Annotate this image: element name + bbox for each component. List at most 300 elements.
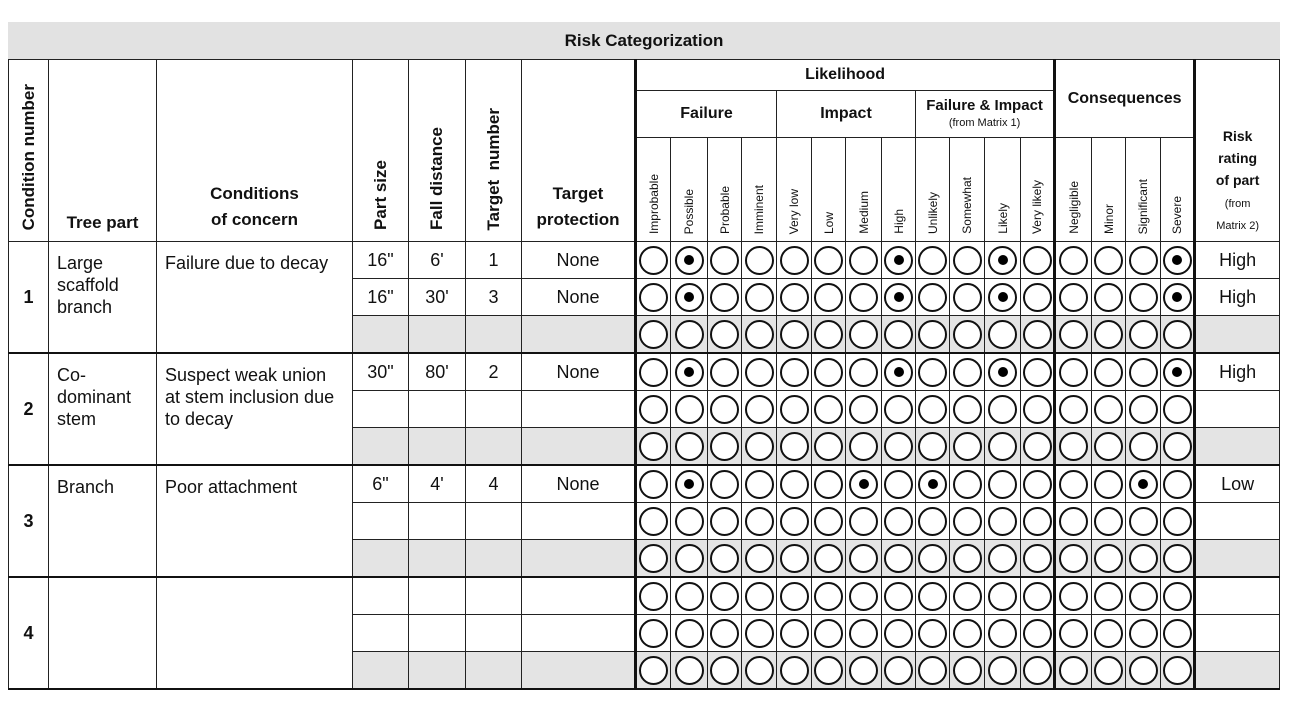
target-number-cell[interactable] (466, 652, 522, 690)
radio-circle[interactable] (1023, 320, 1052, 349)
radio-circle[interactable] (918, 507, 947, 536)
target-protection-cell[interactable] (522, 615, 636, 652)
radio-circle[interactable] (849, 283, 878, 312)
radio-circle[interactable] (953, 395, 982, 424)
radio-circle[interactable] (1059, 395, 1088, 424)
radio-circle[interactable] (849, 246, 878, 275)
part-size-cell[interactable]: 30" (353, 353, 409, 391)
radio-circle[interactable] (953, 283, 982, 312)
radio-circle[interactable] (1059, 470, 1088, 499)
radio-circle[interactable] (1023, 395, 1052, 424)
radio-circle[interactable] (745, 582, 774, 611)
radio-circle[interactable] (1094, 432, 1123, 461)
radio-circle[interactable] (1129, 358, 1158, 387)
part-size-cell[interactable]: 6" (353, 465, 409, 503)
radio-circle[interactable] (918, 246, 947, 275)
radio-circle[interactable] (988, 656, 1017, 685)
impact-option-cell (882, 577, 916, 615)
radio-circle[interactable] (710, 432, 739, 461)
radio-circle[interactable] (814, 507, 843, 536)
radio-circle[interactable] (745, 507, 774, 536)
radio-circle[interactable] (953, 320, 982, 349)
radio-circle[interactable] (1023, 544, 1052, 573)
radio-circle[interactable] (953, 507, 982, 536)
radio-circle[interactable] (953, 470, 982, 499)
impact-option-cell (846, 540, 882, 578)
radio-circle[interactable] (1163, 432, 1192, 461)
target-number-cell[interactable]: 4 (466, 465, 522, 503)
selected-radio-circle[interactable] (918, 470, 947, 499)
risk-rating-cell[interactable] (1195, 503, 1280, 540)
radio-circle[interactable] (780, 432, 809, 461)
radio-circle[interactable] (1059, 582, 1088, 611)
consequence-option-cell (1055, 279, 1092, 316)
radio-circle[interactable] (849, 582, 878, 611)
radio-circle[interactable] (675, 544, 704, 573)
radio-circle[interactable] (884, 432, 913, 461)
radio-circle[interactable] (988, 320, 1017, 349)
consequence-option-cell (1055, 503, 1092, 540)
consequence-option-cell (1126, 391, 1161, 428)
radio-circle[interactable] (814, 544, 843, 573)
radio-circle[interactable] (639, 470, 668, 499)
radio-circle[interactable] (918, 320, 947, 349)
failure-option-cell (708, 353, 742, 391)
radio-circle[interactable] (1129, 507, 1158, 536)
selected-radio-circle[interactable] (849, 470, 878, 499)
radio-circle[interactable] (1163, 582, 1192, 611)
failure-option-cell (708, 316, 742, 354)
fi-option-cell (1021, 615, 1055, 652)
radio-circle[interactable] (780, 470, 809, 499)
consequence-option-cell (1092, 353, 1126, 391)
header-consequences: Consequences (1055, 60, 1195, 138)
radio-circle[interactable] (639, 395, 668, 424)
fall-distance-cell[interactable]: 30' (409, 279, 466, 316)
radio-circle[interactable] (710, 246, 739, 275)
radio-circle[interactable] (918, 544, 947, 573)
radio-circle[interactable] (780, 246, 809, 275)
radio-circle[interactable] (780, 507, 809, 536)
radio-circle[interactable] (814, 470, 843, 499)
target-protection-cell[interactable] (522, 428, 636, 466)
selected-radio-circle[interactable] (1163, 283, 1192, 312)
impact-option-cell (777, 615, 812, 652)
radio-circle[interactable] (710, 470, 739, 499)
risk-rating-cell[interactable] (1195, 540, 1280, 578)
fall-distance-cell[interactable]: 4' (409, 465, 466, 503)
fall-distance-cell[interactable] (409, 577, 466, 615)
target-protection-cell[interactable] (522, 316, 636, 354)
radio-circle[interactable] (639, 246, 668, 275)
part-size-cell[interactable]: 16" (353, 242, 409, 279)
failure-option-cell (671, 353, 708, 391)
radio-circle[interactable] (675, 619, 704, 648)
selected-radio-circle[interactable] (675, 358, 704, 387)
risk-rating-cell[interactable] (1195, 428, 1280, 466)
radio-circle[interactable] (1129, 432, 1158, 461)
fall-distance-cell[interactable] (409, 652, 466, 690)
consequence-option-cell (1161, 503, 1195, 540)
radio-circle[interactable] (1163, 656, 1192, 685)
radio-circle[interactable] (988, 619, 1017, 648)
radio-circle[interactable] (675, 432, 704, 461)
failure-option-cell (636, 652, 671, 690)
radio-circle[interactable] (814, 395, 843, 424)
header-part-size: Part size (353, 60, 409, 242)
radio-circle[interactable] (675, 507, 704, 536)
consequence-option-cell (1161, 391, 1195, 428)
part-size-cell[interactable] (353, 577, 409, 615)
radio-circle[interactable] (639, 283, 668, 312)
radio-circle[interactable] (675, 582, 704, 611)
radio-circle[interactable] (884, 395, 913, 424)
radio-circle[interactable] (1129, 544, 1158, 573)
radio-circle[interactable] (1023, 582, 1052, 611)
radio-circle[interactable] (1163, 544, 1192, 573)
consequence-option-cell (1092, 279, 1126, 316)
impact-option-cell (882, 615, 916, 652)
radio-circle[interactable] (953, 656, 982, 685)
radio-circle[interactable] (988, 395, 1017, 424)
radio-circle[interactable] (988, 470, 1017, 499)
radio-circle[interactable] (675, 395, 704, 424)
failure-option-cell (636, 353, 671, 391)
header-consequence-col: Negligible (1055, 138, 1092, 242)
radio-circle[interactable] (1129, 320, 1158, 349)
target-protection-cell[interactable] (522, 577, 636, 615)
radio-circle[interactable] (1023, 432, 1052, 461)
selected-radio-circle[interactable] (1163, 358, 1192, 387)
radio-circle[interactable] (884, 470, 913, 499)
radio-circle[interactable] (639, 544, 668, 573)
target-number-cell[interactable] (466, 577, 522, 615)
radio-circle[interactable] (1094, 246, 1123, 275)
target-protection-cell[interactable] (522, 540, 636, 578)
radio-circle[interactable] (1163, 395, 1192, 424)
radio-circle[interactable] (988, 544, 1017, 573)
radio-circle[interactable] (884, 507, 913, 536)
radio-circle[interactable] (849, 320, 878, 349)
radio-circle[interactable] (1059, 432, 1088, 461)
radio-circle[interactable] (1059, 544, 1088, 573)
radio-circle[interactable] (884, 320, 913, 349)
radio-circle[interactable] (988, 582, 1017, 611)
consequence-option-cell (1092, 577, 1126, 615)
target-number-cell[interactable] (466, 316, 522, 354)
radio-circle[interactable] (1059, 656, 1088, 685)
radio-circle[interactable] (1023, 246, 1052, 275)
radio-circle[interactable] (953, 246, 982, 275)
radio-circle[interactable] (780, 544, 809, 573)
radio-circle[interactable] (918, 619, 947, 648)
consequence-option-cell (1126, 465, 1161, 503)
fall-distance-cell[interactable]: 80' (409, 353, 466, 391)
radio-circle[interactable] (849, 656, 878, 685)
risk-rating-cell[interactable]: Low (1195, 465, 1280, 503)
radio-circle[interactable] (639, 507, 668, 536)
radio-circle[interactable] (918, 395, 947, 424)
radio-circle[interactable] (814, 246, 843, 275)
part-size-cell[interactable] (353, 652, 409, 690)
radio-circle[interactable] (639, 619, 668, 648)
selected-radio-circle[interactable] (884, 246, 913, 275)
radio-circle[interactable] (639, 582, 668, 611)
radio-circle[interactable] (1059, 246, 1088, 275)
fi-option-cell (985, 540, 1021, 578)
radio-circle[interactable] (953, 544, 982, 573)
selected-radio-circle[interactable] (1163, 246, 1192, 275)
radio-circle[interactable] (1094, 656, 1123, 685)
target-protection-cell[interactable]: None (522, 353, 636, 391)
radio-circle[interactable] (1129, 246, 1158, 275)
radio-circle[interactable] (675, 656, 704, 685)
target-number-cell[interactable]: 1 (466, 242, 522, 279)
fall-distance-cell[interactable] (409, 316, 466, 354)
radio-circle[interactable] (1023, 283, 1052, 312)
radio-circle[interactable] (849, 432, 878, 461)
radio-circle[interactable] (745, 358, 774, 387)
radio-circle[interactable] (639, 320, 668, 349)
risk-rating-cell[interactable]: High (1195, 279, 1280, 316)
radio-circle[interactable] (710, 544, 739, 573)
impact-option-cell (846, 615, 882, 652)
target-protection-cell[interactable] (522, 503, 636, 540)
fi-option-cell (950, 465, 985, 503)
radio-circle[interactable] (710, 656, 739, 685)
radio-circle[interactable] (814, 358, 843, 387)
radio-circle[interactable] (1059, 358, 1088, 387)
radio-circle[interactable] (849, 619, 878, 648)
failure-option-cell (636, 316, 671, 354)
radio-circle[interactable] (1023, 470, 1052, 499)
radio-circle[interactable] (780, 395, 809, 424)
selected-radio-circle[interactable] (1129, 470, 1158, 499)
fi-option-cell (985, 428, 1021, 466)
radio-circle[interactable] (1023, 358, 1052, 387)
radio-circle[interactable] (1059, 320, 1088, 349)
radio-circle[interactable] (1094, 470, 1123, 499)
fall-distance-cell[interactable] (409, 391, 466, 428)
risk-rating-cell[interactable] (1195, 615, 1280, 652)
radio-circle[interactable] (1094, 358, 1123, 387)
risk-rating-cell[interactable] (1195, 316, 1280, 354)
radio-circle[interactable] (953, 619, 982, 648)
target-number-cell[interactable] (466, 391, 522, 428)
radio-circle[interactable] (918, 358, 947, 387)
radio-circle[interactable] (710, 320, 739, 349)
radio-circle[interactable] (1023, 656, 1052, 685)
radio-circle[interactable] (988, 432, 1017, 461)
selected-radio-circle[interactable] (988, 358, 1017, 387)
header-consequence-col: Significant (1126, 138, 1161, 242)
radio-circle[interactable] (953, 432, 982, 461)
radio-circle[interactable] (1163, 619, 1192, 648)
fi-option-cell (950, 540, 985, 578)
target-number-cell[interactable]: 2 (466, 353, 522, 391)
selected-radio-circle[interactable] (675, 246, 704, 275)
radio-circle[interactable] (814, 656, 843, 685)
radio-circle[interactable] (745, 544, 774, 573)
radio-circle[interactable] (1129, 656, 1158, 685)
target-protection-cell[interactable]: None (522, 465, 636, 503)
consequence-option-cell (1126, 615, 1161, 652)
radio-circle[interactable] (1094, 507, 1123, 536)
radio-circle[interactable] (884, 656, 913, 685)
impact-option-cell (777, 279, 812, 316)
impact-option-cell (777, 353, 812, 391)
radio-circle[interactable] (1129, 395, 1158, 424)
radio-circle[interactable] (780, 320, 809, 349)
selected-radio-circle[interactable] (675, 470, 704, 499)
part-size-cell[interactable] (353, 615, 409, 652)
radio-circle[interactable] (814, 582, 843, 611)
target-protection-cell[interactable] (522, 391, 636, 428)
fi-option-cell (950, 242, 985, 279)
radio-circle[interactable] (745, 283, 774, 312)
fall-distance-cell[interactable] (409, 428, 466, 466)
radio-circle[interactable] (780, 358, 809, 387)
part-size-cell[interactable] (353, 316, 409, 354)
radio-circle[interactable] (1059, 507, 1088, 536)
target-protection-cell[interactable]: None (522, 279, 636, 316)
radio-circle[interactable] (639, 358, 668, 387)
radio-circle[interactable] (745, 470, 774, 499)
radio-circle[interactable] (710, 358, 739, 387)
part-size-cell[interactable]: 16" (353, 279, 409, 316)
part-size-cell[interactable] (353, 391, 409, 428)
risk-rating-cell[interactable] (1195, 577, 1280, 615)
radio-circle[interactable] (884, 582, 913, 611)
risk-rating-cell[interactable] (1195, 652, 1280, 690)
radio-circle[interactable] (1094, 582, 1123, 611)
radio-circle[interactable] (814, 432, 843, 461)
tree-part-cell (49, 577, 157, 689)
radio-circle[interactable] (953, 358, 982, 387)
radio-circle[interactable] (1094, 544, 1123, 573)
impact-option-cell (777, 465, 812, 503)
selected-radio-circle[interactable] (675, 283, 704, 312)
radio-circle[interactable] (639, 656, 668, 685)
part-size-cell[interactable] (353, 428, 409, 466)
radio-circle[interactable] (849, 358, 878, 387)
part-size-cell[interactable] (353, 503, 409, 540)
radio-circle[interactable] (814, 320, 843, 349)
radio-circle[interactable] (639, 432, 668, 461)
radio-circle[interactable] (710, 507, 739, 536)
selected-radio-circle[interactable] (884, 283, 913, 312)
fall-distance-cell[interactable] (409, 615, 466, 652)
radio-circle[interactable] (918, 656, 947, 685)
target-number-cell[interactable]: 3 (466, 279, 522, 316)
failure-option-cell (671, 242, 708, 279)
radio-circle[interactable] (849, 544, 878, 573)
radio-circle[interactable] (953, 582, 982, 611)
radio-circle[interactable] (918, 283, 947, 312)
radio-circle[interactable] (1163, 320, 1192, 349)
radio-circle[interactable] (780, 283, 809, 312)
radio-circle[interactable] (710, 619, 739, 648)
radio-circle[interactable] (884, 544, 913, 573)
radio-circle[interactable] (918, 432, 947, 461)
part-size-cell[interactable] (353, 540, 409, 578)
fi-option-cell (916, 391, 950, 428)
radio-circle[interactable] (675, 320, 704, 349)
radio-circle[interactable] (1059, 283, 1088, 312)
radio-circle[interactable] (745, 395, 774, 424)
fall-distance-cell[interactable] (409, 503, 466, 540)
selected-radio-circle[interactable] (988, 283, 1017, 312)
radio-circle[interactable] (814, 619, 843, 648)
fall-distance-cell[interactable] (409, 540, 466, 578)
radio-circle[interactable] (780, 582, 809, 611)
radio-circle[interactable] (1094, 320, 1123, 349)
radio-circle[interactable] (745, 656, 774, 685)
fi-option-cell (950, 353, 985, 391)
header-fi-col: Unlikely (916, 138, 950, 242)
radio-circle[interactable] (745, 619, 774, 648)
radio-circle[interactable] (849, 395, 878, 424)
radio-circle[interactable] (1094, 283, 1123, 312)
header-impact: Impact (777, 91, 916, 138)
target-protection-cell[interactable]: None (522, 242, 636, 279)
selected-radio-circle[interactable] (988, 246, 1017, 275)
header-fi-col: Likely (985, 138, 1021, 242)
radio-circle[interactable] (1129, 582, 1158, 611)
failure-option-cell (742, 353, 777, 391)
selected-radio-circle[interactable] (884, 358, 913, 387)
radio-circle[interactable] (1023, 619, 1052, 648)
radio-circle[interactable] (1023, 507, 1052, 536)
radio-circle[interactable] (745, 320, 774, 349)
radio-circle[interactable] (1094, 395, 1123, 424)
target-number-cell[interactable] (466, 540, 522, 578)
radio-circle[interactable] (1129, 619, 1158, 648)
fi-option-cell (1021, 577, 1055, 615)
target-number-cell[interactable] (466, 615, 522, 652)
radio-circle[interactable] (1129, 283, 1158, 312)
fall-distance-cell[interactable]: 6' (409, 242, 466, 279)
radio-circle[interactable] (1059, 619, 1088, 648)
risk-rating-cell[interactable] (1195, 391, 1280, 428)
risk-rating-cell[interactable]: High (1195, 353, 1280, 391)
radio-circle[interactable] (988, 507, 1017, 536)
radio-circle[interactable] (710, 582, 739, 611)
fi-option-cell (950, 428, 985, 466)
header-risk-rating: Risk rating of part (from Matrix 2) (1195, 60, 1280, 242)
target-number-cell[interactable] (466, 428, 522, 466)
radio-circle[interactable] (780, 619, 809, 648)
radio-circle[interactable] (710, 395, 739, 424)
impact-option-cell (846, 465, 882, 503)
radio-circle[interactable] (1163, 507, 1192, 536)
radio-circle[interactable] (1163, 470, 1192, 499)
radio-circle[interactable] (710, 283, 739, 312)
radio-circle[interactable] (918, 582, 947, 611)
radio-circle[interactable] (780, 656, 809, 685)
radio-circle[interactable] (814, 283, 843, 312)
target-protection-cell[interactable] (522, 652, 636, 690)
radio-circle[interactable] (1094, 619, 1123, 648)
impact-option-cell (846, 242, 882, 279)
radio-circle[interactable] (884, 619, 913, 648)
radio-circle[interactable] (849, 507, 878, 536)
radio-circle[interactable] (745, 246, 774, 275)
radio-circle[interactable] (745, 432, 774, 461)
target-number-cell[interactable] (466, 503, 522, 540)
risk-rating-cell[interactable]: High (1195, 242, 1280, 279)
tree-part-cell: Branch (49, 465, 157, 577)
